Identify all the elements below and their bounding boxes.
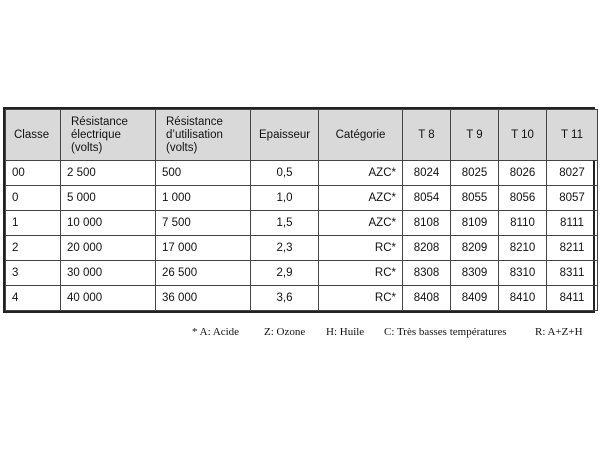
cell-t9: 8309 bbox=[451, 261, 499, 286]
cell-classe: 1 bbox=[6, 211, 61, 236]
cell-t9: 8109 bbox=[451, 211, 499, 236]
cell-t11: 8111 bbox=[547, 211, 598, 236]
cell-epaisseur: 0,5 bbox=[251, 161, 319, 186]
cell-resistance-electrique: 40 000 bbox=[61, 286, 156, 311]
cell-t8: 8024 bbox=[403, 161, 451, 186]
cell-epaisseur: 1,0 bbox=[251, 186, 319, 211]
legend-rc: R: A+Z+H bbox=[535, 326, 583, 338]
legend-acide: * A: Acide bbox=[192, 326, 240, 338]
cell-categorie: AZC* bbox=[319, 211, 403, 236]
header-classe: Classe bbox=[6, 110, 61, 161]
header-t9: T 9 bbox=[451, 110, 499, 161]
table-header-row bbox=[6, 110, 598, 161]
table-row bbox=[6, 211, 598, 236]
cell-resistance-utilisation: 26 500 bbox=[156, 261, 251, 286]
glove-class-table bbox=[5, 109, 598, 311]
header-resistance-electrique-line2: électrique bbox=[71, 128, 121, 141]
header-resistance-utilisation-line3: (volts) bbox=[166, 141, 198, 154]
cell-t10: 8026 bbox=[499, 161, 547, 186]
cell-resistance-electrique: 30 000 bbox=[61, 261, 156, 286]
cell-resistance-utilisation: 1 000 bbox=[156, 186, 251, 211]
header-epaisseur: Epaisseur bbox=[251, 110, 319, 161]
cell-resistance-utilisation: 500 bbox=[156, 161, 251, 186]
cell-t10: 8056 bbox=[499, 186, 547, 211]
cell-epaisseur: 1,5 bbox=[251, 211, 319, 236]
cell-t10: 8110 bbox=[499, 211, 547, 236]
cell-epaisseur: 2,9 bbox=[251, 261, 319, 286]
header-t8: T 8 bbox=[403, 110, 451, 161]
spec-table-container bbox=[3, 107, 595, 313]
header-resistance-utilisation-line2: d’utilisation bbox=[166, 128, 223, 141]
table-row bbox=[6, 261, 598, 286]
cell-classe: 0 bbox=[6, 186, 61, 211]
header-resistance-electrique bbox=[61, 110, 156, 161]
cell-resistance-electrique: 2 500 bbox=[61, 161, 156, 186]
cell-t9: 8409 bbox=[451, 286, 499, 311]
legend-ozone: Z: Ozone bbox=[264, 326, 306, 338]
cell-categorie: RC* bbox=[319, 261, 403, 286]
cell-t11: 8211 bbox=[547, 236, 598, 261]
cell-t10: 8310 bbox=[499, 261, 547, 286]
cell-resistance-electrique: 10 000 bbox=[61, 211, 156, 236]
cell-categorie: AZC* bbox=[319, 186, 403, 211]
cell-resistance-utilisation: 17 000 bbox=[156, 236, 251, 261]
cell-t9: 8055 bbox=[451, 186, 499, 211]
cell-categorie: RC* bbox=[319, 236, 403, 261]
cell-classe: 2 bbox=[6, 236, 61, 261]
category-legend-footnote bbox=[0, 326, 600, 344]
header-t10: T 10 bbox=[499, 110, 547, 161]
cell-t8: 8408 bbox=[403, 286, 451, 311]
cell-classe: 3 bbox=[6, 261, 61, 286]
header-resistance-utilisation-line1: Résistance bbox=[166, 115, 223, 128]
cell-t10: 8210 bbox=[499, 236, 547, 261]
cell-categorie: RC* bbox=[319, 286, 403, 311]
cell-t9: 8209 bbox=[451, 236, 499, 261]
cell-classe: 4 bbox=[6, 286, 61, 311]
cell-t11: 8411 bbox=[547, 286, 598, 311]
legend-huile: H: Huile bbox=[326, 326, 365, 338]
cell-t8: 8308 bbox=[403, 261, 451, 286]
cell-t8: 8208 bbox=[403, 236, 451, 261]
header-categorie: Catégorie bbox=[319, 110, 403, 161]
header-resistance-electrique-line3: (volts) bbox=[71, 141, 103, 154]
cell-t11: 8057 bbox=[547, 186, 598, 211]
cell-classe: 00 bbox=[6, 161, 61, 186]
header-resistance-electrique-line1: Résistance bbox=[71, 115, 128, 128]
cell-resistance-electrique: 5 000 bbox=[61, 186, 156, 211]
table-row bbox=[6, 236, 598, 261]
cell-t11: 8027 bbox=[547, 161, 598, 186]
legend-temperatures: C: Très basses températures bbox=[384, 326, 507, 338]
cell-epaisseur: 2,3 bbox=[251, 236, 319, 261]
cell-resistance-utilisation: 7 500 bbox=[156, 211, 251, 236]
cell-t10: 8410 bbox=[499, 286, 547, 311]
table-row bbox=[6, 286, 598, 311]
cell-resistance-electrique: 20 000 bbox=[61, 236, 156, 261]
table-row bbox=[6, 161, 598, 186]
cell-t8: 8108 bbox=[403, 211, 451, 236]
header-resistance-utilisation bbox=[156, 110, 251, 161]
cell-resistance-utilisation: 36 000 bbox=[156, 286, 251, 311]
header-t11: T 11 bbox=[547, 110, 598, 161]
cell-epaisseur: 3,6 bbox=[251, 286, 319, 311]
cell-t11: 8311 bbox=[547, 261, 598, 286]
cell-t8: 8054 bbox=[403, 186, 451, 211]
cell-categorie: AZC* bbox=[319, 161, 403, 186]
cell-t9: 8025 bbox=[451, 161, 499, 186]
table-row bbox=[6, 186, 598, 211]
